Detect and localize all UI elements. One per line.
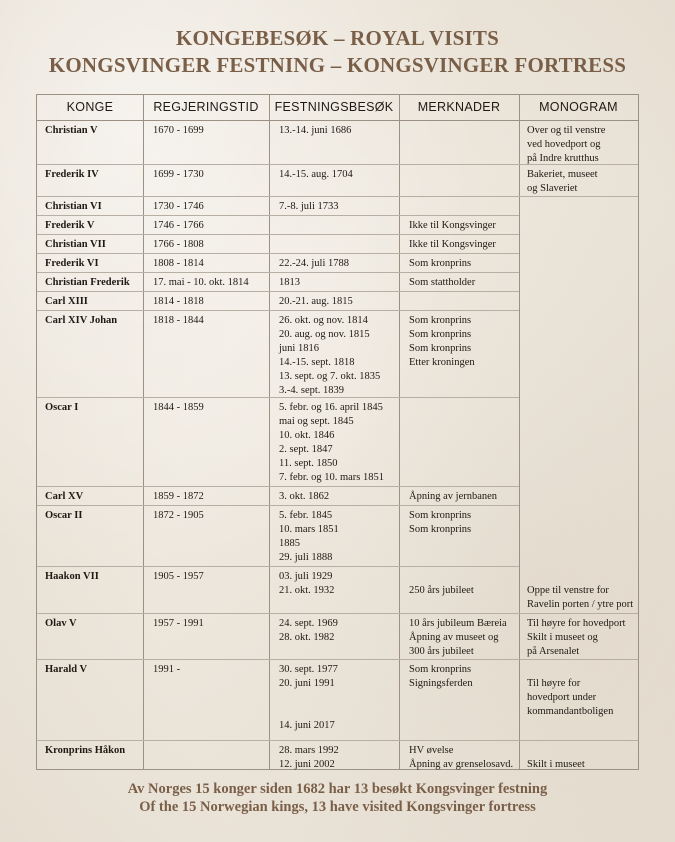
row-divider xyxy=(37,291,519,292)
cell-visit: 10. mars 1851 xyxy=(279,524,339,535)
cell-king: Olav V xyxy=(45,618,77,629)
cell-note: 300 års jubileet xyxy=(409,646,474,657)
header-monogram: MONOGRAM xyxy=(539,100,618,114)
cell-monogram: Ravelin porten / ytre port xyxy=(527,599,634,610)
cell-visit: 22.-24. juli 1788 xyxy=(279,258,349,269)
cell-visit: 29. juli 1888 xyxy=(279,552,333,563)
cell-note: 10 års jubileum Bæreia xyxy=(409,618,507,629)
row-divider xyxy=(37,566,519,567)
cell-visit: 21. okt. 1932 xyxy=(279,585,335,596)
cell-king: Oscar I xyxy=(45,402,79,413)
cell-monogram: hovedport under xyxy=(527,692,597,703)
header-festningsbesok: FESTNINGSBESØK xyxy=(274,100,394,114)
cell-reign: 1872 - 1905 xyxy=(153,510,204,521)
cell-visit: 2. sept. 1847 xyxy=(279,444,333,455)
cell-visit: 7.-8. juli 1733 xyxy=(279,201,339,212)
cell-note: Som kronprins xyxy=(409,329,472,340)
cell-visit: 14.-15. aug. 1704 xyxy=(279,169,353,180)
cell-note: Signingsferden xyxy=(409,678,473,689)
cell-king: Carl XIV Johan xyxy=(45,315,118,326)
cell-reign: 1730 - 1746 xyxy=(153,201,204,212)
cell-visit: 13. sept. og 7. okt. 1835 xyxy=(279,371,381,382)
cell-visit: 30. sept. 1977 xyxy=(279,664,338,675)
cell-monogram: på Indre krutthus xyxy=(527,153,599,164)
cell-note: Som stattholder xyxy=(409,277,476,288)
cell-monogram: Bakeriet, museet xyxy=(527,169,598,180)
cell-king: Frederik V xyxy=(45,220,95,231)
cell-visit: 28. mars 1992 xyxy=(279,745,339,756)
row-divider xyxy=(37,272,519,273)
cell-note: Som kronprins xyxy=(409,315,472,326)
row-divider xyxy=(37,397,519,398)
cell-visit: 3.-4. sept. 1839 xyxy=(279,385,345,396)
cell-reign: 1746 - 1766 xyxy=(153,220,204,231)
cell-monogram: Oppe til venstre for xyxy=(527,585,609,596)
cell-visit: 26. okt. og nov. 1814 xyxy=(279,315,368,326)
cell-visit: 20. juni 1991 xyxy=(279,678,335,689)
cell-monogram: Til høyre for xyxy=(527,678,581,689)
cell-king: Christian Frederik xyxy=(45,277,130,288)
cell-reign: 1670 - 1699 xyxy=(153,125,204,136)
cell-visit: 03. juli 1929 xyxy=(279,571,333,582)
cell-visit: 5. febr. 1845 xyxy=(279,510,333,521)
cell-visit: 20. aug. og nov. 1815 xyxy=(279,329,370,340)
cell-king: Christian V xyxy=(45,125,98,136)
cell-note: Som kronprins xyxy=(409,343,472,354)
cell-note: Åpning av jernbanen xyxy=(409,491,498,502)
title-norwegian: KONGEBESØK – ROYAL VISITS xyxy=(175,26,500,50)
cell-note: Åpning av museet og xyxy=(409,632,499,643)
row-divider xyxy=(37,164,638,165)
row-divider xyxy=(37,215,519,216)
cell-king: Frederik IV xyxy=(45,169,99,180)
cell-visit: 14. juni 2017 xyxy=(279,720,335,731)
cell-note: Som kronprins xyxy=(409,664,472,675)
cell-reign: 1844 - 1859 xyxy=(153,402,204,413)
row-divider xyxy=(37,659,638,660)
cell-monogram: Til høyre for hovedport xyxy=(527,618,626,629)
cell-visit: juni 1816 xyxy=(279,343,319,354)
row-divider xyxy=(37,740,638,741)
cell-visit: 14.-15. sept. 1818 xyxy=(279,357,355,368)
cell-visit: 10. okt. 1846 xyxy=(279,430,335,441)
cell-note: Ikke til Kongsvinger xyxy=(409,220,496,231)
footer-english: Of the 15 Norwegian kings, 13 have visited Kongsvinger fortress xyxy=(139,799,536,815)
row-divider xyxy=(37,505,519,506)
cell-reign: 1905 - 1957 xyxy=(153,571,204,582)
cell-note: Åpning av grenselosavd. xyxy=(409,759,514,770)
cell-visit: 24. sept. 1969 xyxy=(279,618,338,629)
cell-visit: 20.-21. aug. 1815 xyxy=(279,296,353,307)
table-header xyxy=(37,95,638,121)
cell-note: Som kronprins xyxy=(409,258,472,269)
cell-visit: 5. febr. og 16. april 1845 xyxy=(279,402,383,413)
cell-reign: 1766 - 1808 xyxy=(153,239,204,250)
cell-king: Carl XIII xyxy=(45,296,88,307)
cell-visit: 11. sept. 1850 xyxy=(279,458,338,469)
royal-visits-table xyxy=(36,94,639,770)
cell-visit: mai og sept. 1845 xyxy=(279,416,354,427)
cell-monogram: på Arsenalet xyxy=(527,646,580,657)
cell-note: Etter kroningen xyxy=(409,357,475,368)
header-konge: KONGE xyxy=(66,100,114,114)
cell-note: HV øvelse xyxy=(409,745,454,756)
row-divider xyxy=(37,310,519,311)
row-divider xyxy=(37,613,638,614)
cell-reign: 1859 - 1872 xyxy=(153,491,204,502)
cell-monogram: Skilt i museet og xyxy=(527,632,598,643)
cell-reign: 1808 - 1814 xyxy=(153,258,204,269)
cell-king: Haakon VII xyxy=(45,571,99,582)
cell-reign: 1818 - 1844 xyxy=(153,315,204,326)
title-english: KONGSVINGER FESTNING – KONGSVINGER FORTRESS xyxy=(48,53,627,77)
cell-visit: 3. okt. 1862 xyxy=(279,491,330,502)
header-merknader: MERKNADER xyxy=(417,100,501,114)
cell-king: Carl XV xyxy=(45,491,84,502)
cell-visit: 28. okt. 1982 xyxy=(279,632,335,643)
cell-king: Frederik VI xyxy=(45,258,99,269)
header-regjeringstid: REGJERINGSTID xyxy=(153,100,259,114)
cell-reign: 1814 - 1818 xyxy=(153,296,204,307)
cell-king: Christian VII xyxy=(45,239,106,250)
cell-visit: 12. juni 2002 xyxy=(279,759,335,770)
cell-visit: 1813 xyxy=(279,277,300,288)
cell-visit: 7. febr. og 10. mars 1851 xyxy=(279,472,384,483)
cell-visit: 13.-14. juni 1686 xyxy=(279,125,352,136)
cell-king: Kronprins Håkon xyxy=(45,745,126,756)
cell-reign: 1699 - 1730 xyxy=(153,169,204,180)
cell-reign: 17. mai - 10. okt. 1814 xyxy=(153,277,249,288)
row-divider xyxy=(37,196,638,197)
cell-king: Christian VI xyxy=(45,201,102,212)
cell-monogram: og Slaveriet xyxy=(527,183,578,194)
row-divider xyxy=(37,253,519,254)
cell-monogram: ved hovedport og xyxy=(527,139,601,150)
cell-visit: 1885 xyxy=(279,538,300,549)
cell-reign: 1991 - xyxy=(153,664,181,675)
row-divider xyxy=(37,486,519,487)
cell-note: Som kronprins xyxy=(409,524,472,535)
cell-reign: 1957 - 1991 xyxy=(153,618,204,629)
row-divider xyxy=(37,234,519,235)
cell-king: Oscar II xyxy=(45,510,83,521)
cell-monogram: Over og til venstre xyxy=(527,125,606,136)
cell-monogram: kommandantboligen xyxy=(527,706,614,717)
cell-king: Harald V xyxy=(45,664,88,675)
cell-note: Ikke til Kongsvinger xyxy=(409,239,496,250)
cell-monogram: Skilt i museet xyxy=(527,759,585,770)
cell-note: Som kronprins xyxy=(409,510,472,521)
cell-note: 250 års jubileet xyxy=(409,585,474,596)
footer-norwegian: Av Norges 15 konger siden 1682 har 13 besøkt Kongsvinger festning xyxy=(127,781,548,797)
